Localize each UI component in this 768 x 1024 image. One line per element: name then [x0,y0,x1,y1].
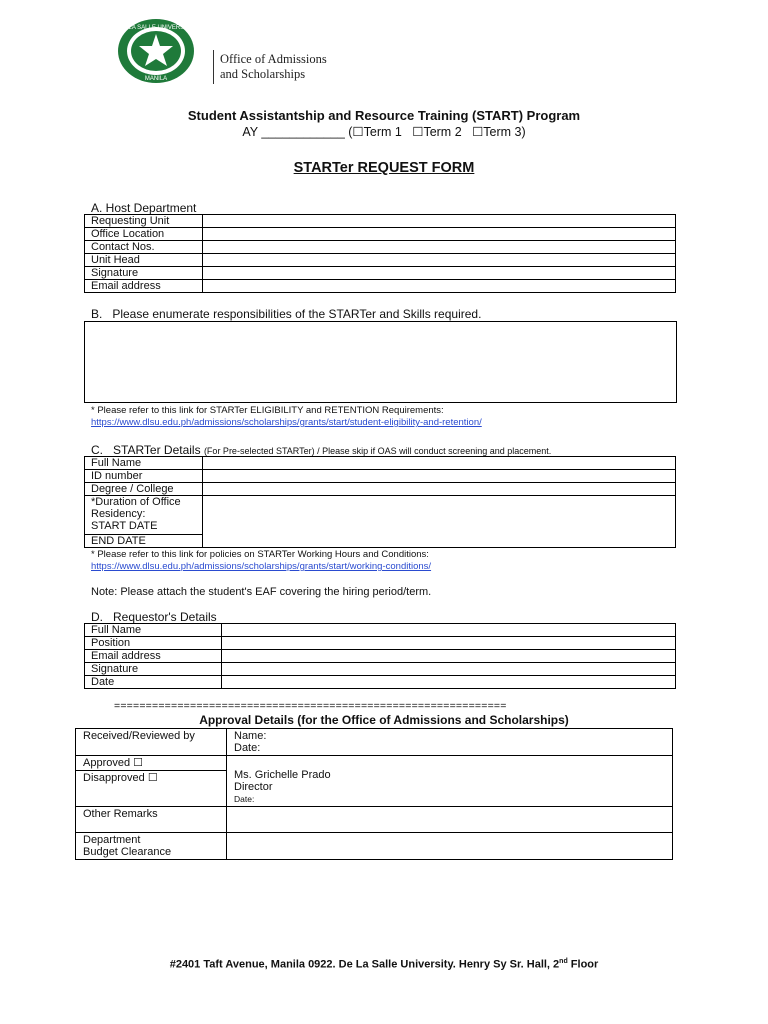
row-label: Unit Head [85,254,203,267]
row-label: END DATE [85,535,203,548]
row-label: Email address [85,650,222,663]
office-location-field[interactable] [203,228,676,241]
section-d-heading: D. Requestor's Details [91,610,217,624]
other-remarks-field[interactable] [227,807,673,833]
requestor-position-field[interactable] [222,637,676,650]
table-row [85,470,676,483]
budget-clearance-label: Department Budget Clearance [76,833,227,860]
footer-address: #2401 Taft Avenue, Manila 0922. De La Salle University. Henry Sy Sr. Hall, 2nd Floor [169,958,599,971]
row-label: Full Name [85,624,222,637]
requestor-email-field[interactable] [222,650,676,663]
director-title: Director [234,781,273,793]
row-label: ID number [85,470,203,483]
section-b-heading: B. Please enumerate responsibilities of the STARTer and Skills required. [91,307,482,321]
id-number-field[interactable] [203,470,676,483]
table-row [76,729,673,756]
table-row [85,483,676,496]
table-row [85,228,676,241]
requestor-details-table [84,623,676,689]
svg-text:DE LA SALLE UNIVERSITY: DE LA SALLE UNIVERSITY [118,25,194,31]
row-label: Date [85,676,222,689]
row-label: Email address [85,280,203,293]
table-row [76,833,673,860]
requestor-name-field[interactable] [222,624,676,637]
disapproved-checkbox[interactable]: Disapproved ☐ [83,772,158,784]
email-field[interactable] [203,280,676,293]
eligibility-link[interactable]: https://www.dlsu.edu.ph/admissions/scholarships/grants/start/student-eligibility-and-retention/ [91,417,482,428]
approval-table [75,728,673,860]
duration-field[interactable] [203,496,676,548]
row-label: Office Location [85,228,203,241]
separator-line: ============================================================== [114,700,507,712]
host-department-table [84,214,676,293]
eaf-note: Note: Please attach the student's EAF covering the hiring period/term. [91,586,432,598]
table-row [76,756,673,807]
eligibility-note: * Please refer to this link for STARTer ELIGIBILITY and RETENTION Requirements: https://www.dlsu.edu.ph/admissions/scholarships/grants/start/student-eligibility-and-retention/ [91,405,482,428]
svg-text:MANILA: MANILA [144,76,168,82]
table-row [85,280,676,293]
table-row [85,215,676,228]
starter-details-table [84,456,676,548]
responsibilities-box[interactable] [84,321,677,403]
table-row [85,496,676,535]
approved-checkbox[interactable]: Approved ☐ [76,756,226,771]
budget-clearance-field[interactable] [227,833,673,860]
section-a-heading: A. Host Department [91,201,197,215]
table-row [85,650,676,663]
dlsu-seal-logo [117,18,195,84]
section-c-subheading: (For Pre-selected STARTer) / Please skip if OAS will conduct screening and placement. [203,446,552,456]
received-field[interactable]: Name: Date: [227,729,673,756]
decision-cell [76,756,227,807]
full-name-field[interactable] [203,457,676,470]
row-label: Signature [85,267,203,280]
form-title: STARTer REQUEST FORM [293,160,475,176]
requestor-signature-field[interactable] [222,663,676,676]
program-title: Student Assistantship and Resource Training (START) Program [187,108,581,123]
table-row [76,807,673,833]
table-row [85,241,676,254]
table-row [85,457,676,470]
requestor-date-field[interactable] [222,676,676,689]
unit-head-field[interactable] [203,254,676,267]
table-row [85,624,676,637]
table-row [85,267,676,280]
header-divider [213,50,214,84]
director-date: Date: [234,794,255,804]
row-label: Contact Nos. [85,241,203,254]
row-label: Requesting Unit [85,215,203,228]
other-remarks-label: Other Remarks [76,807,227,833]
table-row [85,254,676,267]
duration-label: *Duration of Office Residency: START DATE [85,496,203,535]
director-name: Ms. Grichelle Prado [234,769,331,781]
table-row [85,663,676,676]
office-name: Office of Admissions and Scholarships [220,52,327,81]
table-row [85,637,676,650]
academic-year-line: AY ____________ (☐Term 1 ☐Term 2 ☐Term 3) [242,125,526,139]
director-cell [227,756,673,807]
table-row [85,676,676,689]
requesting-unit-field[interactable] [203,215,676,228]
signature-field[interactable] [203,267,676,280]
row-label: Full Name [85,457,203,470]
row-label: Signature [85,663,222,676]
row-label: Position [85,637,222,650]
approval-title: Approval Details (for the Office of Admissions and Scholarships) [199,713,569,727]
working-hours-note: * Please refer to this link for policies on STARTer Working Hours and Conditions: https://www.dlsu.edu.ph/admissions/scholarships/grants/start/working-conditions/ [91,549,432,572]
received-label: Received/Reviewed by [76,729,227,756]
row-label: Degree / College [85,483,203,496]
section-c-heading: C. STARTer Details (For Pre-selected STARTer) / Please skip if OAS will conduct screening and placement. [91,443,552,457]
working-conditions-link[interactable]: https://www.dlsu.edu.ph/admissions/scholarships/grants/start/working-conditions/ [91,561,432,572]
degree-college-field[interactable] [203,483,676,496]
contact-nos-field[interactable] [203,241,676,254]
